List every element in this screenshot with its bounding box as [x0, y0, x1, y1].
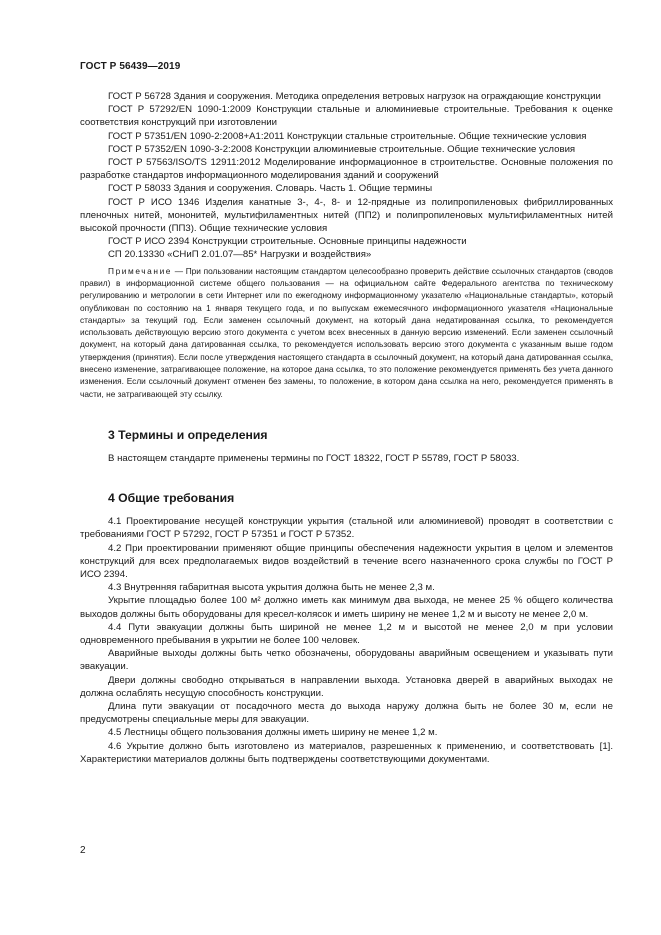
section-4-heading: 4 Общие требования — [108, 491, 235, 506]
section-4-paragraph: 4.1 Проектирование несущей конструкции укрытия (стальной или алюминиевой) проводят в соответствии с требованиями ГОСТ Р 57292, ГОСТ Р 57351 и ГОСТ Р 57352. — [80, 516, 613, 541]
note-label: Примечание — [108, 265, 173, 276]
section-4-paragraph: Длина пути эвакуации от посадочного места до выхода наружу должна быть не более 30 м, если не предусмотрены специальные меры для эвакуации. — [80, 700, 613, 726]
section-4-paragraph: Двери должны свободно открываться в направлении выхода. Установка дверей в аварийных выходах не должна ослаблять несущую способность конструкции. — [80, 674, 613, 699]
reference-item: ГОСТ Р 56728 Здания и сооружения. Методика определения ветровых нагрузок на ограждающие конструкции — [108, 91, 601, 102]
page-number: 2 — [80, 845, 86, 856]
section-4-paragraph: 4.2 При проектировании применяют общие принципы обеспечения надежности укрытия в целом и элементов конструкций для всех предполагаемых видов воздействий в течение всего назначенного срока службы по ГОСТ Р ИСО 2394. — [80, 542, 613, 580]
reference-note — [80, 265, 613, 400]
section-3-heading: 3 Термины и определения — [108, 427, 268, 442]
section-4-paragraph: 4.5 Лестницы общего пользования должны иметь ширину не менее 1,2 м. — [108, 727, 438, 739]
reference-item: СП 20.13330 «СНиП 2.01.07—85* Нагрузки и воздействия» — [108, 249, 372, 261]
reference-item: ГОСТ Р ИСО 1346 Изделия канатные 3-, 4-, 8- и 12-прядные из полипропиленовых фибриллированных пленочных нитей, мононитей, мультифиламентных нитей (ПП2) и полипропиленовых мультифиламентных нитей высокой прочности (ПП3). Общие технические условия — [80, 196, 613, 235]
section-4-paragraph: 4.3 Внутренняя габаритная высота укрытия должна быть не менее 2,3 м. — [108, 582, 435, 594]
reference-item: ГОСТ Р 57292/EN 1090-1:2009 Конструкции стальные и алюминиевые строительные. Требования к оценке соответствия конструкций при изготовлении — [80, 104, 613, 129]
references-list — [80, 90, 613, 262]
reference-item: ГОСТ Р 58033 Здания и сооружения. Словарь. Часть 1. Общие термины — [108, 183, 433, 195]
reference-item: ГОСТ Р ИСО 2394 Конструкции строительные. Основные принципы надежности — [108, 236, 467, 248]
reference-item: ГОСТ Р 57563/ISO/TS 12911:2012 Моделирование информационное в строительстве. Основные положения по разработке стандартов информационного моделирования зданий и сооружений — [80, 157, 613, 182]
reference-item: ГОСТ Р 57352/EN 1090-3-2:2008 Конструкции алюминиевые строительные. Общие технические условия — [108, 143, 576, 155]
section-4-paragraph: 4.4 Пути эвакуации должны быть шириной не менее 1,2 м и высотой не менее 2,0 м при условии одновременного пребывания в укрытии не более 100 человек. — [80, 621, 613, 646]
page-content — [80, 90, 613, 766]
reference-item: ГОСТ Р 57351/EN 1090-2:2008+А1:2011 Конструкции стальные строительные. Общие технические условия — [108, 130, 587, 142]
note-text: — При пользовании настоящим стандартом целесообразно проверить действие ссылочных стандартов (сводов правил) в информационной системе общего пользования — на официальном сайте Федерального агентства по техническому регулированию и метрологии в сети Интернет или по ежегодному информационному указателю «Национальные стандарты», который опубликован по состоянию на 1 января текущего года, и по выпускам ежемесячного информационного указателя «Национальные стандарты» за текущий год. Если заменен ссылочный документ, на который дана недатированная ссылка, то рекомендуется использовать действующую версию этого документа с учетом всех внесенных в данную версию изменений. Если заменен ссылочный документ, на который дана датированная ссылка, то рекомендуется использовать версию этого документа с указанным выше годом утверждения (принятия). Если после утверждения настоящего стандарта в ссылочный документ, на который дана датированная ссылка, внесено изменение, затрагивающее положение, на которое дана ссылка, то это положение рекомендуется применять без учета данного изменения. Если ссылочный документ отменен без замены, то положение, в котором дана ссылка на него, рекомендуется применять в части, не затрагивающей эту ссылку. — [80, 265, 613, 399]
section-4-paragraph: Аварийные выходы должны быть четко обозначены, оборудованы аварийным освещением и указывать пути эвакуации. — [80, 648, 613, 673]
section-4-paragraph: Укрытие площадью более 100 м² должно иметь как минимум два выхода, не менее 25 % общего количества выходов должны быть оборудованы для кресел-колясок и иметь ширину не менее 1,2 м и высоту не менее 2,0 м. — [80, 595, 613, 620]
document-header: ГОСТ Р 56439—2019 — [80, 61, 181, 72]
section-3-paragraph: В настоящем стандарте применены термины по ГОСТ 18322, ГОСТ Р 55789, ГОСТ Р 58033. — [108, 452, 520, 464]
section-4-paragraph: 4.6 Укрытие должно быть изготовлено из материалов, разрешенных к применению, и соответствовать [1]. Характеристики материалов должны быть подтверждены соответствующими документами. — [80, 740, 613, 765]
